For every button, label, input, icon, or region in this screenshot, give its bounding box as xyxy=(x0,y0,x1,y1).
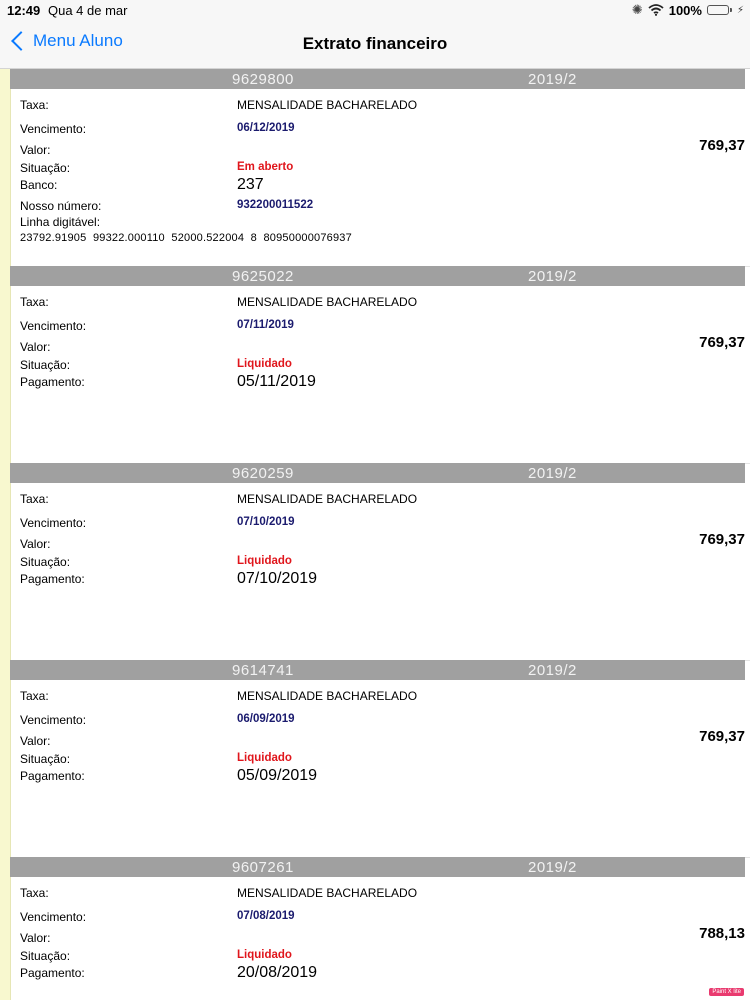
nosso-numero-value: 932200011522 xyxy=(237,199,314,211)
statement-entry[interactable] xyxy=(10,660,750,858)
charging-bolt-icon: ⚡ xyxy=(736,4,744,16)
taxa-value: MENSALIDADE BACHARELADO xyxy=(237,689,418,703)
pagamento-value: 07/10/2019 xyxy=(237,570,318,587)
statement-list[interactable] xyxy=(0,69,750,1000)
valor-label: Valor: xyxy=(20,340,51,354)
situacao-label: Situação: xyxy=(20,752,71,766)
taxa-value: MENSALIDADE BACHARELADO xyxy=(237,886,418,900)
valor-label: Valor: xyxy=(20,734,51,748)
pagamento-label: Pagamento: xyxy=(20,572,85,586)
status-value: Liquidado xyxy=(237,555,292,567)
taxa-label: Taxa: xyxy=(20,98,49,112)
nav-bar xyxy=(0,22,750,69)
pagamento-label: Pagamento: xyxy=(20,966,85,980)
status-bar xyxy=(0,0,750,22)
entry-number: 9614741 xyxy=(232,662,294,679)
taxa-label: Taxa: xyxy=(20,886,49,900)
vencimento-value: 07/10/2019 xyxy=(237,516,295,528)
entry-number: 9620259 xyxy=(232,465,294,482)
vencimento-value: 06/09/2019 xyxy=(237,713,295,725)
vencimento-label: Vencimento: xyxy=(20,713,87,727)
pagamento-label: Pagamento: xyxy=(20,375,85,389)
linha-digitavel-value: 23792.91905 99322.000110 52000.522004 8 80950000076937 xyxy=(20,232,352,244)
entry-header xyxy=(10,857,745,877)
battery-percent: 100% xyxy=(668,2,702,18)
amount-value: 769,37 xyxy=(699,531,745,548)
wifi-icon xyxy=(648,4,664,16)
status-value: Em aberto xyxy=(237,161,294,173)
entry-period: 2019/2 xyxy=(528,465,577,482)
taxa-label: Taxa: xyxy=(20,492,49,506)
taxa-value: MENSALIDADE BACHARELADO xyxy=(237,492,418,506)
vencimento-label: Vencimento: xyxy=(20,910,87,924)
statement-entry[interactable] xyxy=(10,266,750,464)
vencimento-label: Vencimento: xyxy=(20,516,87,530)
entry-number: 9607261 xyxy=(232,859,294,876)
entry-header xyxy=(10,660,745,680)
situacao-label: Situação: xyxy=(20,161,71,175)
entry-period: 2019/2 xyxy=(528,859,577,876)
entry-header xyxy=(10,266,745,286)
taxa-label: Taxa: xyxy=(20,295,49,309)
battery-icon xyxy=(707,5,732,15)
entry-period: 2019/2 xyxy=(528,71,577,88)
taxa-value: MENSALIDADE BACHARELADO xyxy=(237,295,418,309)
valor-label: Valor: xyxy=(20,143,51,157)
status-value: Liquidado xyxy=(237,949,292,961)
pagamento-value: 05/09/2019 xyxy=(237,767,318,784)
amount-value: 769,37 xyxy=(699,728,745,745)
situacao-label: Situação: xyxy=(20,949,71,963)
vencimento-value: 06/12/2019 xyxy=(237,122,295,134)
vencimento-value: 07/11/2019 xyxy=(237,319,294,331)
entry-period: 2019/2 xyxy=(528,268,577,285)
linha-digitavel-label: Linha digitável: xyxy=(20,215,101,229)
status-value: Liquidado xyxy=(237,752,292,764)
pagamento-value: 05/11/2019 xyxy=(237,373,316,390)
entry-header xyxy=(10,463,745,483)
status-date: Qua 4 de mar xyxy=(48,3,128,18)
taxa-label: Taxa: xyxy=(20,689,49,703)
situacao-label: Situação: xyxy=(20,358,71,372)
vencimento-value: 07/08/2019 xyxy=(237,910,295,922)
amount-value: 769,37 xyxy=(699,137,745,154)
nosso-numero-label: Nosso número: xyxy=(20,199,102,213)
valor-label: Valor: xyxy=(20,537,51,551)
situacao-label: Situação: xyxy=(20,555,71,569)
entry-number: 9625022 xyxy=(232,268,294,285)
statement-entry[interactable] xyxy=(10,463,750,661)
statement-entry[interactable] xyxy=(10,857,750,1000)
status-value: Liquidado xyxy=(237,358,292,370)
entry-period: 2019/2 xyxy=(528,662,577,679)
watermark-badge: Paint X lite xyxy=(709,988,744,996)
amount-value: 769,37 xyxy=(699,334,745,351)
banco-value: 237 xyxy=(237,176,264,193)
taxa-value: MENSALIDADE BACHARELADO xyxy=(237,98,418,112)
vencimento-label: Vencimento: xyxy=(20,122,87,136)
activity-spinner-icon: ✺ xyxy=(631,2,643,17)
valor-label: Valor: xyxy=(20,931,51,945)
status-time: 12:49 xyxy=(7,3,41,18)
pagamento-label: Pagamento: xyxy=(20,769,85,783)
amount-value: 788,13 xyxy=(699,925,745,942)
pagamento-value: 20/08/2019 xyxy=(237,964,318,981)
entry-number: 9629800 xyxy=(232,71,294,88)
entry-header xyxy=(10,69,745,89)
back-button-label: Menu Aluno xyxy=(33,31,123,50)
vencimento-label: Vencimento: xyxy=(20,319,87,333)
banco-label: Banco: xyxy=(20,178,58,192)
status-indicators xyxy=(632,2,744,18)
statement-entry[interactable] xyxy=(10,69,750,267)
page-title: Extrato financeiro xyxy=(302,34,448,53)
